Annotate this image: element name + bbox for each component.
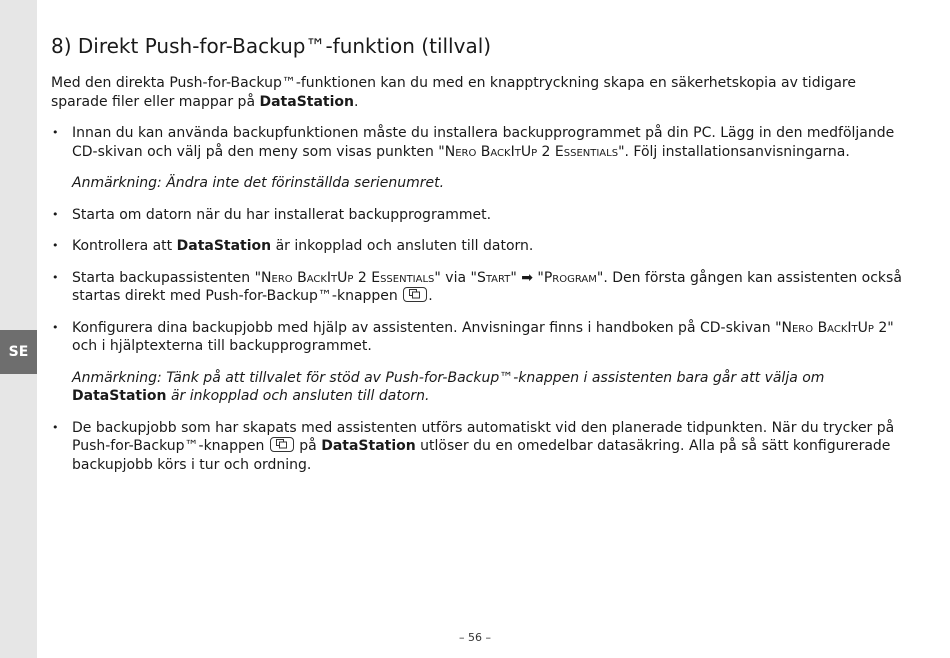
product-name: Nero BackItUp 2 Essentials	[444, 143, 619, 160]
bullet-text: Innan du kan använda backupfunktionen måste du installera backupprogrammet på din PC. Lägg in den medföljande CD-skivan och välj på den meny som visas punkten "	[72, 125, 895, 160]
intro-end: .	[354, 93, 359, 110]
note-text: är inkopplad och ansluten till datorn.	[166, 388, 430, 404]
language-tab: SE	[0, 330, 37, 374]
bullet-text: " och i hjälptexterna till backupprogrammet.	[72, 319, 894, 354]
note-text: Anmärkning: Tänk på att tillvalet för stöd av Push-for-Backup™-knappen i assistenten bara går att välja om	[72, 369, 825, 386]
instruction-list	[51, 419, 906, 475]
bullet-text: Starta backupassistenten "	[72, 269, 262, 286]
page-number: – 56 –	[459, 631, 491, 644]
brand-name: DataStation	[259, 93, 354, 110]
bullet-text: Kontrollera att	[72, 238, 177, 254]
brand-name: DataStation	[72, 388, 167, 404]
product-name: Nero BackItUp 2 Essentials	[261, 269, 435, 286]
backup-button-icon	[270, 437, 294, 452]
note: Anmärkning: Ändra inte det förinställda serienumret.	[72, 175, 445, 191]
bullet-text: utlöser du en omedelbar datasäkring. Alla på så sätt konfigurerade backupjobb körs i tur och ordning.	[72, 438, 891, 473]
instruction-list	[51, 206, 906, 356]
instruction-list	[51, 124, 906, 161]
bullet-text: ". Den första gången kan assistenten också startas direkt med Push-for-Backup™-knappen	[72, 269, 902, 304]
list-item	[51, 319, 906, 356]
sidebar	[0, 0, 37, 658]
list-item	[51, 237, 906, 256]
bullet-text: De backupjobb som har skapats med assistenten utförs automatiskt vid den planerade tidpunkten. När du trycker på Push-for-Backup™-knappen	[72, 419, 895, 454]
bullet-text: Konfigurera dina backupjobb med hjälp av assistenten. Anvisningar finns i handboken på CD-skivan "	[72, 319, 782, 336]
brand-name: DataStation	[176, 238, 272, 254]
menu-program: Program	[543, 269, 597, 286]
product-name: Nero BackItUp 2	[781, 319, 888, 336]
list-item: • Starta om datorn när du har installerat backupprogrammet.	[51, 206, 906, 225]
bullet-text: är inkopplad och ansluten till datorn.	[271, 238, 534, 254]
note	[51, 369, 906, 406]
list-item	[51, 269, 906, 306]
bullet-text: på	[294, 438, 322, 454]
intro-paragraph	[51, 74, 906, 111]
list-item	[51, 419, 906, 475]
bullet-text: " ➡ "	[510, 269, 544, 286]
menu-start: Start	[476, 269, 511, 286]
brand-name: DataStation	[321, 438, 416, 454]
intro-text: Med den direkta Push-for-Backup™-funktionen kan du med en knapptryckning skapa en säkerhetskopia av tidigare sparade filer eller mappar på	[51, 75, 856, 110]
bullet-text: " via "	[434, 269, 477, 286]
bullet-text: ". Följ installationsanvisningarna.	[618, 143, 850, 160]
section-title: 8) Direkt Push-for-Backup™-funktion (tillval)	[51, 34, 492, 58]
bullet-text: .	[428, 288, 433, 304]
list-item	[51, 124, 906, 161]
backup-button-icon	[403, 287, 427, 302]
page-content	[51, 32, 906, 487]
